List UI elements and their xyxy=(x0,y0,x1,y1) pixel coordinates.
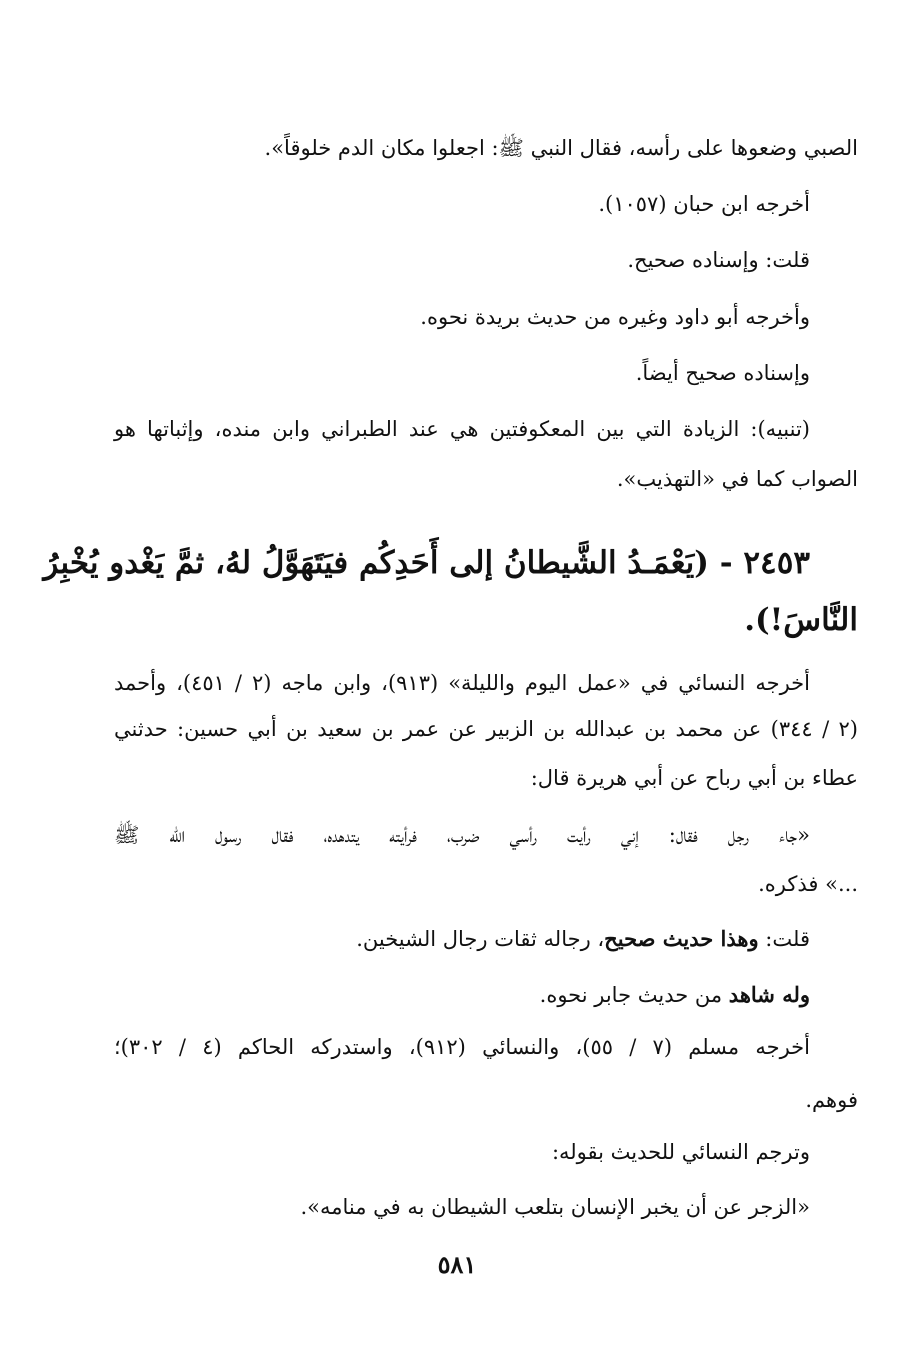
text-span: من حديث جابر نحوه. xyxy=(539,983,729,1007)
text-line: الصواب كما في «التهذيب». xyxy=(616,467,858,491)
text-line: (تنبيه): الزيادة التي بين المعكوفتين هي عند الطبراني وابن منده، وإثباتها هو xyxy=(114,417,810,441)
page-number: ٥٨١ xyxy=(437,1250,477,1279)
hadith-heading: ٢٤٥٣ - (يَعْمَـدُ الشَّيطانُ إلى أَحَدِكُم فيَتَهَوَّلُ لهُ، ثمَّ يَغْدو يُخْبِرُ xyxy=(43,545,810,581)
text-line: وترجم النسائي للحديث بقوله: xyxy=(551,1140,810,1164)
text-line xyxy=(114,978,810,1012)
text-line: «جاء رجل فقال: إني رأيت رأسي ضرب، فرأيته يتدهده، فقال رسول الله ﷺ xyxy=(114,823,810,847)
text-line: أخرجه النسائي في «عمل اليوم والليلة» (٩١٣)، وابن ماجه (٢ / ٤٥١)، وأحمد xyxy=(114,671,810,695)
text-span: قلت: xyxy=(758,927,810,951)
text-line: فوهم. xyxy=(805,1088,858,1112)
hadith-heading: النَّاسَ!). xyxy=(744,602,858,638)
text-line: أخرجه ابن حبان (١٠٥٧). xyxy=(598,192,810,216)
text-span: ، رجاله ثقات رجال الشيخين. xyxy=(356,927,605,951)
text-line: الصبي وضعوها على رأسه، فقال النبي ﷺ: اجعلوا مكان الدم خلوقاً». xyxy=(264,136,858,160)
text-line: ...» فذكره. xyxy=(758,872,858,896)
text-line: قلت: وإسناده صحيح. xyxy=(627,248,810,272)
bold-text-span: وله شاهد xyxy=(728,982,810,1007)
text-line: (٢ / ٣٤٤) عن محمد بن عبدالله بن الزبير عن عمر بن سعيد بن أبي حسين: حدثني xyxy=(114,717,858,741)
text-line: عطاء بن أبي رباح عن أبي هريرة قال: xyxy=(530,766,858,790)
text-line: وإسناده صحيح أيضاً. xyxy=(635,361,810,385)
text-line: «الزجر عن أن يخبر الإنسان بتلعب الشيطان به في منامه». xyxy=(300,1195,810,1219)
bold-text-span: وهذا حديث صحيح xyxy=(604,926,759,951)
text-line: أخرجه مسلم (٧ / ٥٥)، والنسائي (٩١٢)، واستدركه الحاكم (٤ / ٣٠٢)؛ xyxy=(114,1035,810,1059)
text-line xyxy=(114,922,810,956)
text-line: وأخرجه أبو داود وغيره من حديث بريدة نحوه. xyxy=(420,305,810,329)
